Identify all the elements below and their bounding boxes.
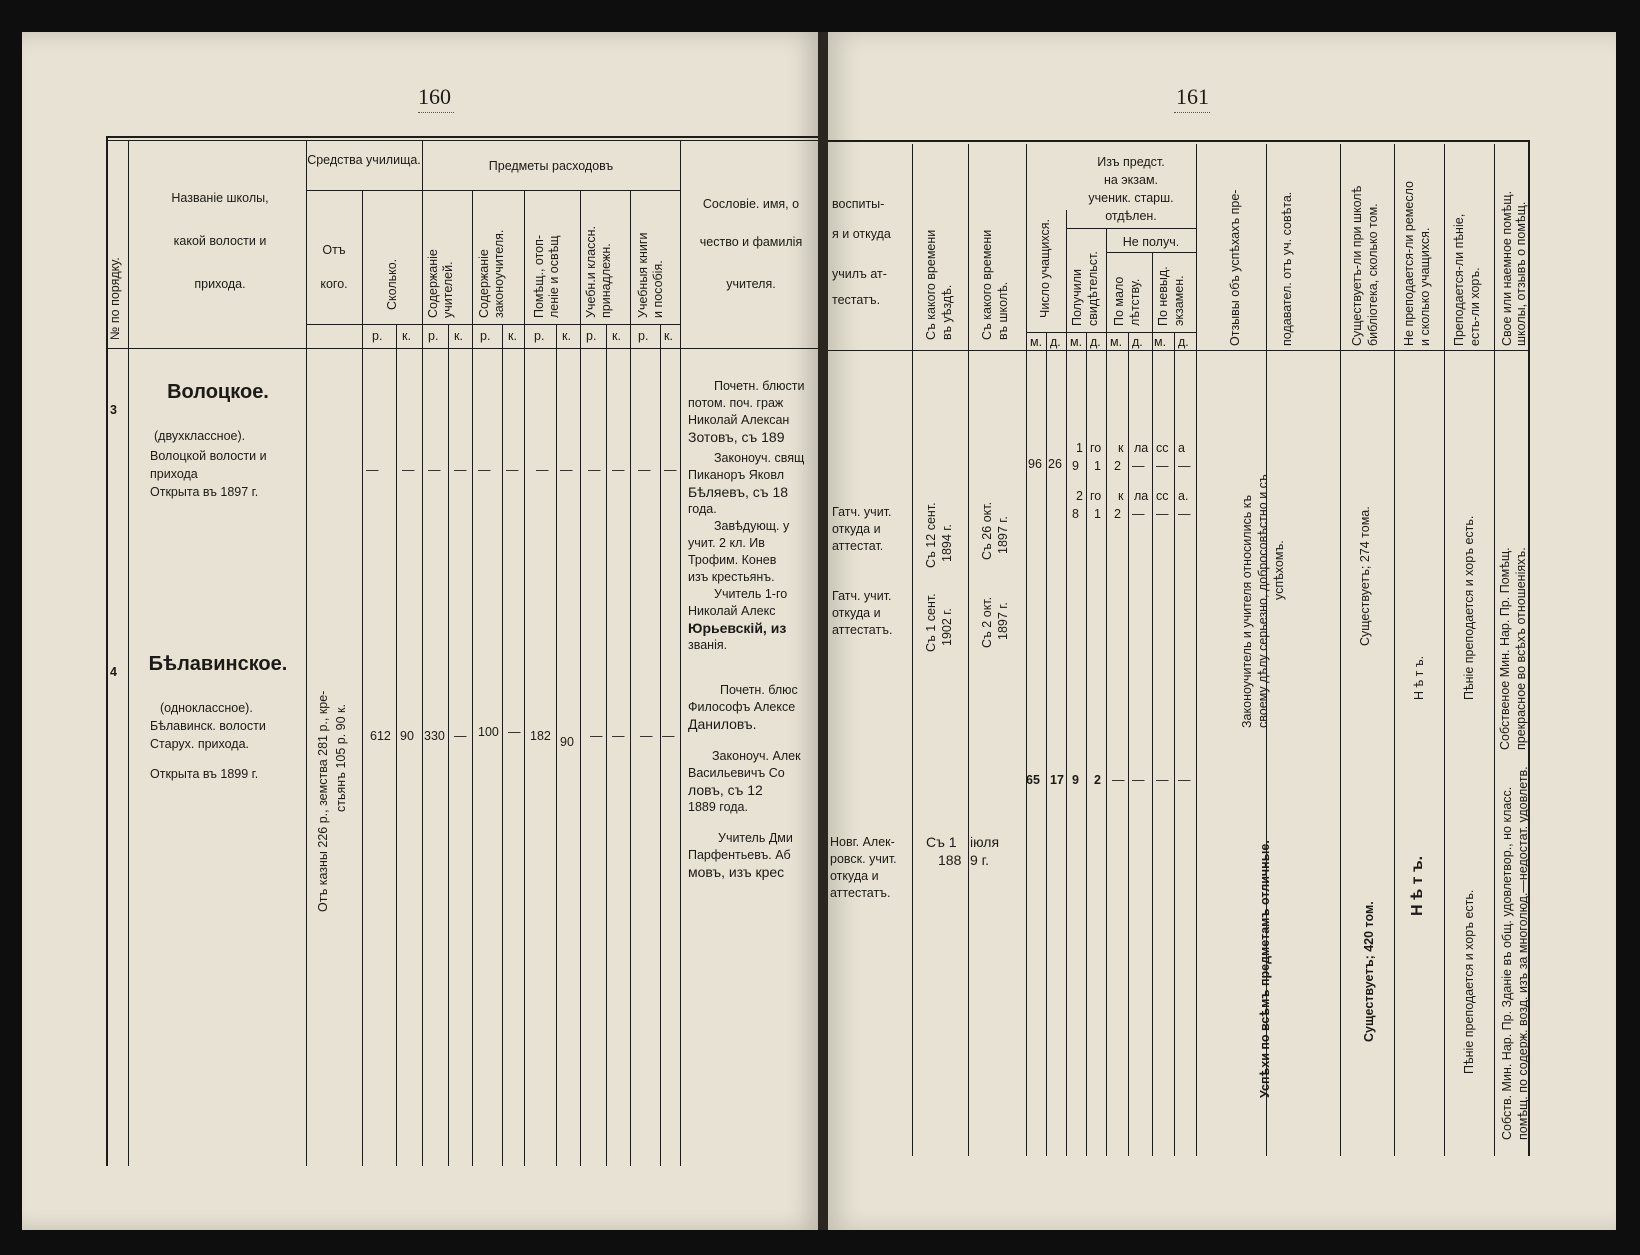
header-school-name-3: прихода. [194, 277, 246, 291]
school-detail: (одноклассное). [160, 701, 253, 715]
header-how-much: Сколько. [385, 258, 399, 310]
header-exp-law-1: Содержаніе [477, 249, 491, 318]
expense-dash: — [640, 729, 653, 743]
header-exp-law-2: законоучителя. [492, 229, 506, 318]
building-text: Собств. Мин. Нар. Пр. Зданіе въ общ. удовлетвор., но класс. [1500, 786, 1514, 1140]
from-whom: Отъ казны 226 р., земства 281 р., кре- [316, 690, 330, 912]
since-district: 1902 г. [940, 608, 954, 646]
educated-line: Гатч. учит. [832, 589, 892, 603]
educated-line: ровск. учит. [830, 852, 897, 866]
rk-k: к. [454, 329, 463, 343]
since-school: 1897 г. [996, 602, 1010, 640]
exam-cell: 1 [1094, 507, 1101, 521]
rk-r: р. [586, 329, 597, 343]
expense-dash: — [612, 729, 625, 743]
teacher-line: Юрьевскій, из [688, 620, 787, 636]
educated-line: откуда и [830, 869, 879, 883]
review-text: своему дѣлу серьезно, добросовѣстно и съ [1256, 474, 1270, 728]
right-md-line [1128, 332, 1129, 1156]
school-detail: прихода [150, 467, 198, 481]
right-col-line [1196, 144, 1197, 1156]
exam-cell: к [1118, 441, 1124, 455]
exam-cell: — [1132, 459, 1145, 473]
library-text: Существуетъ; 274 тома. [1358, 506, 1372, 646]
building-text: Собственое Мин. Нар. Пр. Помѣщ. [1498, 547, 1512, 750]
header-crafts-1: Не преподается-ли ремесло [1402, 181, 1416, 346]
header-expenses: Предметы расходовъ [488, 159, 614, 173]
right-md-rule [1026, 332, 1196, 333]
since-district: Съ 1 сент. [924, 593, 938, 652]
header-singing-1: Преподается-ли пѣніе, [1452, 213, 1466, 346]
header-since-school-1: Съ какого времени [980, 229, 994, 340]
md-d: д. [1090, 335, 1101, 349]
rk-k: к. [562, 329, 571, 343]
right-page-number-ornament [1174, 112, 1210, 113]
teacher-line: 1889 года. [688, 800, 748, 814]
right-header-bottom-rule [828, 350, 1530, 351]
exam-cell: ла [1134, 489, 1149, 503]
expense-dash: — [506, 463, 519, 477]
amount-premises-k: 90 [560, 735, 574, 749]
review-text: Успѣхи по всѣмъ предметамъ отличные. [1258, 840, 1272, 1098]
teacher-line: Зотовъ, съ 189 [688, 429, 785, 445]
rk-r: р. [372, 329, 383, 343]
right-col-line [1152, 252, 1153, 1156]
left-col-line [524, 190, 525, 1166]
exam-cell: — [1156, 459, 1169, 473]
header-educated-1: воспиты- [832, 197, 885, 211]
header-exam-1: Изъ предст. [1097, 155, 1165, 169]
left-subheader-rule [306, 190, 680, 191]
exam-cell: а [1178, 441, 1185, 455]
review-text: Законоучитель и учителя относились къ [1240, 494, 1254, 728]
teacher-line: Трофим. Конев [688, 553, 777, 567]
right-col-line [1026, 144, 1027, 1156]
teacher-line: Учитель 1-го [714, 587, 788, 601]
building-text: прекрасное во всѣхъ отношеніяхъ. [1514, 547, 1528, 750]
exam-cell: 1 [1094, 459, 1101, 473]
header-reviews-1: Отзывы объ успѣхахъ пре- [1228, 189, 1242, 346]
pupils-m: 65 [1026, 773, 1040, 787]
exam-cell: 9 [1072, 773, 1079, 787]
pupils-m: 96 [1028, 457, 1042, 471]
header-teacher-3: учителя. [726, 277, 776, 291]
expense-dash: — [454, 463, 467, 477]
school-detail: (двухклассное). [154, 429, 246, 443]
school-number: 3 [110, 403, 117, 417]
right-col-line [1444, 144, 1445, 1156]
school-number: 4 [110, 665, 117, 679]
rk-k: к. [402, 329, 411, 343]
header-reviews-2: подавател. отъ уч. совѣта. [1280, 191, 1294, 346]
left-rk-rule [306, 324, 680, 325]
since-school: 9 г. [970, 852, 989, 868]
review-text: успѣхомъ. [1272, 540, 1286, 600]
left-page-number-ornament [418, 112, 454, 113]
right-exam-subrule [1066, 228, 1196, 229]
school-detail: Бѣлавинск. волости [150, 719, 266, 733]
header-singing-2: есть-ли хоръ. [1468, 267, 1482, 346]
teacher-line: мовъ, изъ крес [688, 864, 785, 880]
teacher-line: Законоуч. свящ [714, 451, 805, 465]
header-building-1: Свое или наемное помѣщ. [1500, 190, 1514, 346]
header-exam-3: ученик. старш. [1088, 191, 1174, 205]
exam-cell: — [1132, 507, 1145, 521]
amount-law: 100 [478, 725, 499, 739]
right-col-line [1394, 144, 1395, 1156]
expense-dash: — [612, 463, 625, 477]
header-not-passed-1: По невыд. [1156, 266, 1170, 326]
header-teacher-2: чество и фамилія [699, 235, 803, 249]
exam-cell: к [1118, 489, 1124, 503]
teacher-line: Завѣдующ. у [714, 519, 790, 533]
header-library-1: Существуетъ-ли при школѣ [1350, 185, 1364, 346]
header-by-age-1: По мало [1112, 276, 1126, 326]
exam-cell: — [1178, 459, 1191, 473]
amount-total-r: 612 [370, 729, 391, 743]
md-m: м. [1110, 335, 1123, 349]
teacher-line: Философъ Алексе [688, 700, 796, 714]
amount-teachers: 330 [424, 729, 445, 743]
rk-r: р. [638, 329, 649, 343]
header-educated-3: училъ ат- [832, 267, 887, 281]
left-table-top-rule [106, 136, 818, 138]
school-name: Волоцкое. [167, 381, 269, 403]
teacher-line: званія. [688, 638, 728, 652]
expense-dash: — [478, 463, 491, 477]
teacher-line: Николай Алексан [688, 413, 790, 427]
header-exp-teachers-1: Содержаніе [426, 249, 440, 318]
left-col-line [128, 140, 129, 1166]
school-detail: Открыта въ 1897 г. [150, 485, 259, 499]
header-exp-books-1: Учебныя книги [636, 232, 650, 318]
rk-k: к. [508, 329, 517, 343]
header-exam-2: на экзам. [1103, 173, 1159, 187]
header-exp-class-2: принадлежн. [599, 243, 613, 318]
exam-cell: — [1112, 773, 1125, 787]
educated-line: откуда и [832, 522, 881, 536]
rk-r: р. [428, 329, 439, 343]
left-header-bottom-rule [106, 348, 818, 349]
md-d: д. [1132, 335, 1143, 349]
right-col-line [1106, 228, 1107, 1156]
right-table-top-rule [828, 140, 1530, 142]
left-rk-line [396, 324, 397, 1166]
exam-cell: сс [1156, 489, 1169, 503]
right-col-line [1066, 210, 1067, 1156]
header-not-got: Не получ. [1122, 235, 1180, 249]
teacher-line: Почетн. блюсти [714, 379, 805, 393]
header-since-district-2: въ уѣздѣ. [940, 284, 954, 340]
expense-dash: — [428, 463, 441, 477]
header-exp-teachers-2: учителей. [441, 261, 455, 318]
md-m: м. [1154, 335, 1167, 349]
singing-text: Пѣніе преподается и хоръ есть. [1462, 889, 1476, 1074]
exam-cell: — [1178, 773, 1191, 787]
exam-cell: 1 [1076, 441, 1083, 455]
right-md-line [1086, 332, 1087, 1156]
right-md-line [1174, 332, 1175, 1156]
expense-dash: — [402, 463, 415, 477]
exam-cell: 2 [1114, 459, 1121, 473]
right-col-line [1494, 144, 1495, 1156]
exam-cell: 9 [1072, 459, 1079, 473]
school-detail: Волоцкой волости и [150, 449, 267, 463]
left-rk-line [556, 324, 557, 1166]
since-school: іюля [970, 834, 1000, 850]
header-from-1: Отъ [322, 243, 346, 257]
left-rk-line [448, 324, 449, 1166]
expense-dash: — [560, 463, 573, 477]
exam-cell: — [1132, 773, 1145, 787]
crafts-text: Н ѣ т ъ. [1409, 855, 1426, 916]
rk-k: к. [664, 329, 673, 343]
md-d: д. [1050, 335, 1061, 349]
teacher-line: изъ крестьянъ. [688, 570, 775, 584]
header-got-cert-2: свидѣтельст. [1086, 251, 1100, 326]
since-school: 1897 г. [996, 516, 1010, 554]
rk-r: р. [480, 329, 491, 343]
exam-cell: — [1156, 773, 1169, 787]
md-m: м. [1070, 335, 1083, 349]
singing-text: Пѣніе преподается и хоръ есть. [1462, 515, 1476, 700]
exam-cell: го [1090, 441, 1102, 455]
header-teacher-1: Сословіе. имя, о [702, 197, 800, 211]
since-district: Съ 12 сент. [924, 502, 938, 568]
teacher-line: учит. 2 кл. Ив [688, 536, 765, 550]
left-rk-line [660, 324, 661, 1166]
left-rk-line [502, 324, 503, 1166]
exam-cell: 2 [1076, 489, 1083, 503]
header-exp-premises-2: леніе и освѣщ [547, 235, 561, 318]
header-crafts-2: и сколько учащихся. [1418, 227, 1432, 346]
amount-premises: 182 [530, 729, 551, 743]
since-school: Съ 26 окт. [980, 501, 994, 560]
right-col-line [912, 144, 913, 1156]
expense-dash: — [588, 463, 601, 477]
header-since-school-2: въ школѣ. [996, 281, 1010, 340]
since-district: Съ 1 [926, 834, 957, 850]
exam-cell: го [1090, 489, 1102, 503]
educated-line: Новг. Алек- [830, 835, 895, 849]
left-col-line [422, 140, 423, 1166]
exam-cell: сс [1156, 441, 1169, 455]
expense-dash: — [536, 463, 549, 477]
educated-line: откуда и [832, 606, 881, 620]
book-gutter [818, 32, 828, 1230]
header-no: № по порядку. [108, 257, 122, 340]
left-col-line [680, 140, 681, 1166]
expense-dash: — [662, 729, 675, 743]
teacher-line: Васильевичъ Со [688, 766, 785, 780]
library-text: Существуетъ; 420 том. [1362, 901, 1376, 1042]
school-detail: Открыта въ 1899 г. [150, 767, 259, 781]
header-library-2: библіотека, сколько том. [1366, 203, 1380, 346]
header-exp-class-1: Учебн.и классн. [584, 226, 598, 318]
header-by-age-2: лѣтству. [1128, 278, 1142, 326]
expense-dash: — [590, 729, 603, 743]
header-since-district-1: Съ какого времени [924, 229, 938, 340]
crafts-text: Н ѣ т ъ. [1412, 655, 1426, 700]
left-col-line [630, 190, 631, 1166]
expense-dash: — [454, 729, 467, 743]
left-col-line [472, 190, 473, 1166]
md-d: д. [1178, 335, 1189, 349]
teacher-line: Бѣляевъ, съ 18 [688, 484, 789, 500]
exam-cell: — [1156, 507, 1169, 521]
header-educated-2: я и откуда [832, 227, 891, 241]
exam-cell: 2 [1094, 773, 1101, 787]
md-m: м. [1030, 335, 1043, 349]
header-means: Средства училища. [307, 153, 421, 167]
right-page-number: 161 [1176, 84, 1209, 109]
right-col-line [968, 144, 969, 1156]
educated-line: аттестатъ. [830, 886, 891, 900]
left-col-line [580, 190, 581, 1166]
school-name: Бѣлавинское. [148, 653, 288, 675]
header-educated-4: тестатъ. [832, 293, 881, 307]
teacher-line: года. [688, 502, 717, 516]
building-text: помѣщ. по содерж. возд. изъ за многолюд.—недостат. удовлетв. [1516, 766, 1530, 1140]
since-school: Съ 2 окт. [980, 596, 994, 648]
pupils-d: 26 [1048, 457, 1062, 471]
teacher-line: Законоуч. Алек [712, 749, 801, 763]
from-whom: стьянъ 105 р. 90 к. [334, 704, 348, 812]
exam-cell: ла [1134, 441, 1149, 455]
header-exam-4: отдѣлен. [1105, 209, 1157, 223]
exam-cell: 2 [1114, 507, 1121, 521]
header-got-cert-1: Получили [1070, 269, 1084, 326]
expense-dash: — [638, 463, 651, 477]
expense-dash: — [366, 463, 379, 477]
teacher-line: ловъ, съ 12 [688, 782, 763, 798]
teacher-line: Пиканоръ Яковл [688, 468, 784, 482]
right-notgot-subrule [1106, 252, 1196, 253]
right-md-line [1046, 332, 1047, 1156]
header-school-name-1: Названіе школы, [171, 191, 269, 205]
left-rk-line [606, 324, 607, 1166]
exam-cell: 8 [1072, 507, 1079, 521]
pupils-d: 17 [1050, 773, 1064, 787]
header-exp-books-2: и пособія. [651, 260, 665, 318]
since-district: 188 [938, 852, 962, 868]
teacher-line: Парфентьевъ. Аб [688, 848, 791, 862]
teacher-line: Почетн. блюс [720, 683, 798, 697]
left-page-number: 160 [418, 84, 451, 109]
teacher-line: Николай Алекс [688, 604, 776, 618]
left-col-line [306, 140, 307, 1166]
exam-cell: а. [1178, 489, 1189, 503]
expense-dash: — [508, 725, 521, 739]
left-table-top-rule-2 [106, 140, 818, 141]
header-from-2: кого. [320, 277, 348, 291]
header-not-passed-2: экзамен. [1172, 275, 1186, 326]
header-exp-premises-1: Помѣщ., отоп- [532, 234, 546, 318]
exam-cell: — [1178, 507, 1191, 521]
header-pupils-count: Число учащихся. [1038, 218, 1052, 318]
left-col-line [362, 190, 363, 1166]
educated-line: Гатч. учит. [832, 505, 892, 519]
expense-dash: — [664, 463, 677, 477]
teacher-line: Даниловъ. [688, 716, 757, 732]
teacher-line: Учитель Дми [718, 831, 793, 845]
educated-line: аттестат. [832, 539, 884, 553]
educated-line: аттестатъ. [832, 623, 893, 637]
rk-k: к. [612, 329, 621, 343]
header-school-name-2: какой волости и [173, 234, 267, 248]
since-district: 1894 г. [940, 524, 954, 562]
right-col-line [1340, 144, 1341, 1156]
header-building-2: школы, отзывъ о помѣщ. [1514, 201, 1528, 346]
rk-r: р. [534, 329, 545, 343]
school-detail: Старух. прихода. [150, 737, 250, 751]
teacher-line: потом. поч. граж [688, 396, 784, 410]
amount-total-k: 90 [400, 729, 414, 743]
